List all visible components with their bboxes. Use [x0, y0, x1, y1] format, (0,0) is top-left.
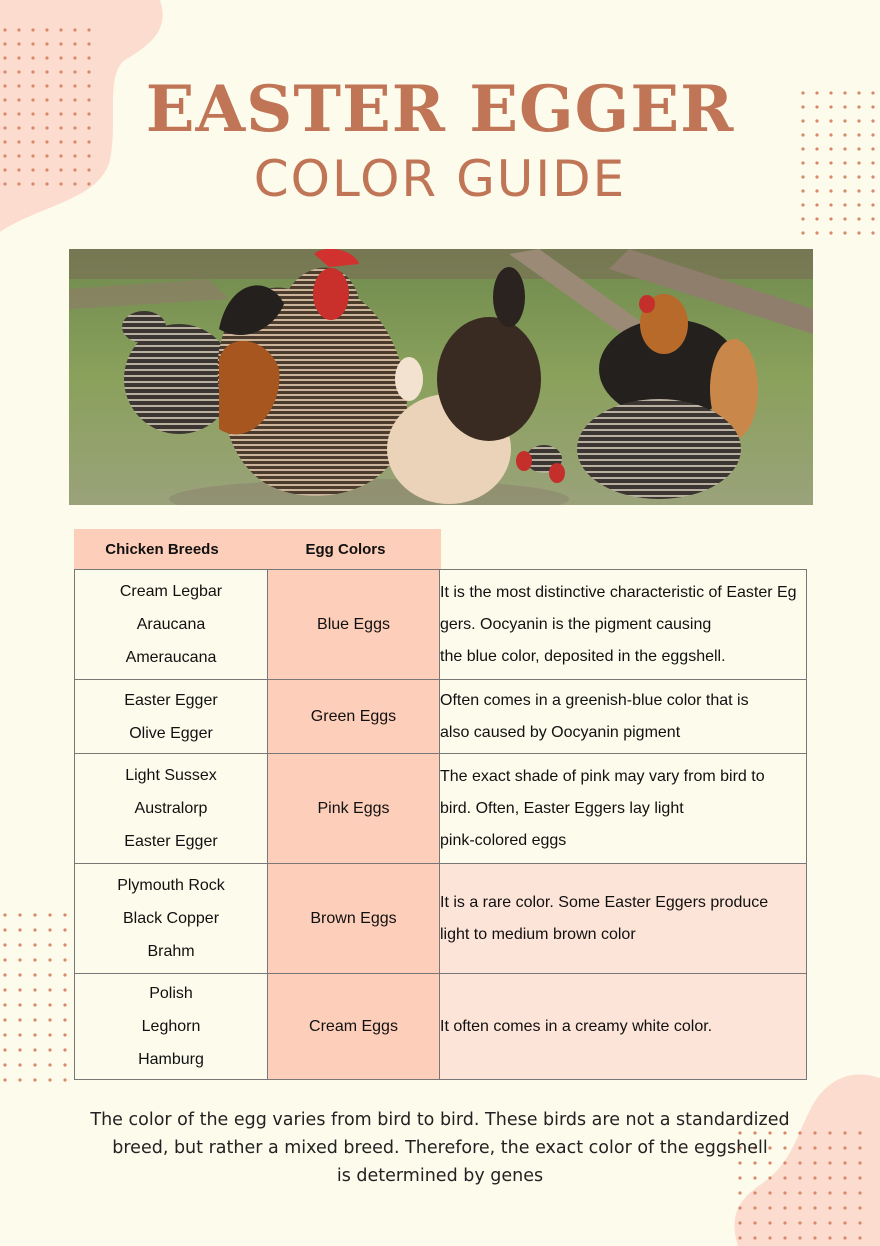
footer-line: The color of the egg varies from bird to bird. These birds are not a standardized	[90, 1110, 790, 1130]
decor-dot	[33, 973, 36, 976]
decor-dot	[63, 958, 66, 961]
footer-line: is determined by genes	[336, 1166, 544, 1186]
description-line: pink-colored eggs	[440, 831, 567, 849]
decor-dot	[858, 1146, 861, 1149]
decor-dot	[18, 988, 21, 991]
breeds-cell	[75, 680, 268, 754]
decor-dot	[738, 1206, 741, 1209]
decor-dot	[768, 1236, 771, 1239]
breed-name: Plymouth Rock	[117, 877, 225, 894]
description-line: It is the most distinctive characteristic of Easter Eg	[440, 583, 797, 601]
decor-dot	[18, 1018, 21, 1021]
decor-dot	[813, 1176, 816, 1179]
decor-dot	[17, 42, 20, 45]
decor-dot	[857, 231, 860, 234]
decor-dot	[45, 42, 48, 45]
header-egg-colors: Egg Colors	[305, 540, 386, 558]
decor-dot	[18, 943, 21, 946]
breed-name: Brahm	[147, 943, 195, 960]
decor-dot	[63, 1003, 66, 1006]
decor-dot	[858, 1221, 861, 1224]
decor-dot	[858, 1176, 861, 1179]
decor-dot	[843, 217, 846, 220]
decor-dot	[753, 1221, 756, 1224]
decor-dot	[18, 1048, 21, 1051]
decor-dot	[843, 1236, 846, 1239]
decor-dot	[858, 1191, 861, 1194]
breeds-cell	[75, 974, 268, 1080]
description-cell	[440, 570, 807, 680]
decor-dot	[828, 1146, 831, 1149]
decor-dot	[63, 913, 66, 916]
decor-dot	[871, 217, 874, 220]
decor-dot	[31, 42, 34, 45]
decor-dot	[48, 1078, 51, 1081]
description-cell	[440, 680, 807, 754]
decor-dot	[3, 943, 6, 946]
description-cell	[440, 864, 807, 974]
decor-dot	[783, 1191, 786, 1194]
decor-dot	[63, 928, 66, 931]
table-row	[75, 974, 807, 1080]
decor-dot	[798, 1191, 801, 1194]
dot-pattern-bottom-left	[0, 910, 80, 1090]
decor-dot	[871, 231, 874, 234]
footer-note	[80, 1106, 800, 1190]
decor-dot	[738, 1191, 741, 1194]
decor-dot	[813, 1206, 816, 1209]
decor-dot	[48, 1033, 51, 1036]
description-line: Often comes in a greenish-blue color that is	[440, 691, 749, 709]
decor-dot	[858, 1131, 861, 1134]
decor-dot	[843, 1161, 846, 1164]
decor-dot	[828, 1236, 831, 1239]
decor-dot	[815, 217, 818, 220]
decor-dot	[48, 913, 51, 916]
breed-name: Olive Egger	[129, 724, 213, 742]
description-line: It often comes in a creamy white color.	[440, 1017, 713, 1035]
breed-name: Black Copper	[122, 910, 220, 927]
table-row	[75, 754, 807, 864]
page-title: EASTER EGGER	[145, 72, 735, 147]
decor-dot	[87, 28, 90, 31]
decor-dot	[31, 56, 34, 59]
decor-dot	[813, 1221, 816, 1224]
decor-dot	[48, 1048, 51, 1051]
breed-name: Hamburg	[138, 1051, 204, 1068]
decor-dot	[843, 1221, 846, 1224]
decor-dot	[3, 28, 6, 31]
egg-color-cell: Blue Eggs	[268, 570, 440, 680]
description-line: It is a rare color. Some Easter Eggers produce	[440, 893, 769, 911]
decor-dot	[33, 958, 36, 961]
decor-dot	[48, 973, 51, 976]
chicken-photo	[69, 249, 813, 505]
decor-dot	[48, 988, 51, 991]
decor-dot	[63, 1048, 66, 1051]
decor-dot	[48, 1063, 51, 1066]
decor-dot	[63, 973, 66, 976]
description-cell	[440, 974, 807, 1080]
decor-dot	[59, 28, 62, 31]
description-line: The exact shade of pink may vary from bird to	[440, 767, 765, 785]
decor-dot	[738, 1221, 741, 1224]
decor-dot	[828, 1176, 831, 1179]
decor-dot	[3, 1063, 6, 1066]
decor-dot	[3, 56, 6, 59]
decor-dot	[857, 217, 860, 220]
decor-dot	[3, 42, 6, 45]
decor-dot	[3, 1078, 6, 1081]
table-row	[75, 570, 807, 680]
decor-dot	[813, 1191, 816, 1194]
decor-dot	[33, 1033, 36, 1036]
decor-dot	[783, 1221, 786, 1224]
decor-dot	[63, 1018, 66, 1021]
decor-dot	[3, 988, 6, 991]
decor-dot	[829, 231, 832, 234]
decor-dot	[798, 1221, 801, 1224]
decor-dot	[63, 1063, 66, 1066]
description-line: bird. Often, Easter Eggers lay light	[440, 799, 684, 817]
decor-dot	[17, 56, 20, 59]
decor-dot	[768, 1191, 771, 1194]
decor-dot	[48, 958, 51, 961]
decor-dot	[815, 231, 818, 234]
breeds-cell	[75, 570, 268, 680]
decor-dot	[18, 973, 21, 976]
decor-dot	[801, 217, 804, 220]
decor-dot	[31, 28, 34, 31]
table-row	[75, 864, 807, 974]
decor-dot	[3, 928, 6, 931]
breeds-cell	[75, 864, 268, 974]
decor-dot	[843, 1206, 846, 1209]
decor-dot	[59, 42, 62, 45]
decor-dot	[33, 928, 36, 931]
breed-name: Easter Egger	[124, 833, 218, 850]
decor-dot	[33, 1078, 36, 1081]
decor-dot	[858, 1161, 861, 1164]
decor-dot	[858, 1206, 861, 1209]
page-subtitle: COLOR GUIDE	[253, 150, 627, 208]
decor-dot	[828, 1161, 831, 1164]
decor-dot	[843, 1191, 846, 1194]
decor-dot	[3, 1003, 6, 1006]
decor-dot	[48, 928, 51, 931]
decor-dot	[18, 928, 21, 931]
decor-dot	[3, 1018, 6, 1021]
decor-dot	[753, 1191, 756, 1194]
decor-dot	[783, 1236, 786, 1239]
decor-dot	[63, 1033, 66, 1036]
decor-dot	[858, 1236, 861, 1239]
breeds-cell	[75, 754, 268, 864]
decor-dot	[843, 1176, 846, 1179]
egg-color-cell: Pink Eggs	[268, 754, 440, 864]
decor-dot	[828, 1131, 831, 1134]
decor-dot	[18, 1003, 21, 1006]
decor-dot	[768, 1221, 771, 1224]
decor-dot	[3, 1048, 6, 1051]
table-header	[74, 529, 441, 569]
decor-dot	[813, 1236, 816, 1239]
egg-color-table	[74, 569, 807, 1080]
decor-dot	[801, 231, 804, 234]
table-row	[75, 680, 807, 754]
decor-dot	[828, 1206, 831, 1209]
decor-dot	[18, 1033, 21, 1036]
decor-dot	[17, 28, 20, 31]
decor-dot	[48, 943, 51, 946]
decor-dot	[33, 913, 36, 916]
decor-dot	[3, 958, 6, 961]
decor-dot	[48, 1018, 51, 1021]
decor-dot	[738, 1236, 741, 1239]
description-line: light to medium brown color	[440, 925, 636, 943]
egg-color-cell: Brown Eggs	[268, 864, 440, 974]
footer-line: breed, but rather a mixed breed. Therefore, the exact color of the eggshell	[112, 1138, 768, 1158]
egg-color-cell: Cream Eggs	[268, 974, 440, 1080]
decor-dot	[63, 988, 66, 991]
decor-dot	[828, 1221, 831, 1224]
decor-dot	[48, 1003, 51, 1006]
decor-dot	[798, 1236, 801, 1239]
breed-name: Light Sussex	[125, 767, 217, 784]
header-chicken-breeds: Chicken Breeds	[105, 540, 219, 558]
egg-color-cell: Green Eggs	[268, 680, 440, 754]
description-line: also caused by Oocyanin pigment	[440, 723, 681, 741]
decor-dot	[45, 28, 48, 31]
decor-dot	[18, 913, 21, 916]
decor-dot	[753, 1236, 756, 1239]
breed-name: Easter Egger	[124, 691, 218, 709]
decor-dot	[33, 1003, 36, 1006]
breed-name: Leghorn	[141, 1018, 201, 1035]
decor-dot	[843, 1131, 846, 1134]
decor-dot	[783, 1206, 786, 1209]
breed-name: Araucana	[136, 616, 206, 633]
decor-dot	[33, 1048, 36, 1051]
description-line: gers. Oocyanin is the pigment causing	[440, 615, 712, 633]
decor-dot	[87, 56, 90, 59]
breed-name: Ameraucana	[125, 649, 217, 666]
decor-dot	[813, 1161, 816, 1164]
breed-name: Australorp	[134, 800, 208, 817]
decor-dot	[33, 988, 36, 991]
decor-dot	[798, 1206, 801, 1209]
decor-dot	[768, 1206, 771, 1209]
breed-name: Cream Legbar	[119, 583, 223, 600]
decor-dot	[63, 1078, 66, 1081]
decor-dot	[59, 56, 62, 59]
decor-dot	[843, 231, 846, 234]
decor-dot	[18, 958, 21, 961]
decor-dot	[87, 42, 90, 45]
decor-dot	[73, 28, 76, 31]
breed-name: Polish	[149, 985, 193, 1002]
description-line: the blue color, deposited in the eggshell.	[440, 647, 726, 665]
decor-dot	[753, 1206, 756, 1209]
decor-dot	[813, 1146, 816, 1149]
decor-dot	[3, 913, 6, 916]
decor-dot	[33, 943, 36, 946]
decor-dot	[3, 1033, 6, 1036]
decor-dot	[63, 943, 66, 946]
decor-dot	[18, 1063, 21, 1066]
decor-dot	[73, 56, 76, 59]
description-cell	[440, 754, 807, 864]
decor-dot	[18, 1078, 21, 1081]
decor-dot	[33, 1018, 36, 1021]
decor-dot	[33, 1063, 36, 1066]
decor-dot	[3, 973, 6, 976]
decor-dot	[73, 42, 76, 45]
decor-dot	[813, 1131, 816, 1134]
decor-dot	[45, 56, 48, 59]
decor-dot	[829, 217, 832, 220]
decor-dot	[843, 1146, 846, 1149]
decor-dot	[828, 1191, 831, 1194]
